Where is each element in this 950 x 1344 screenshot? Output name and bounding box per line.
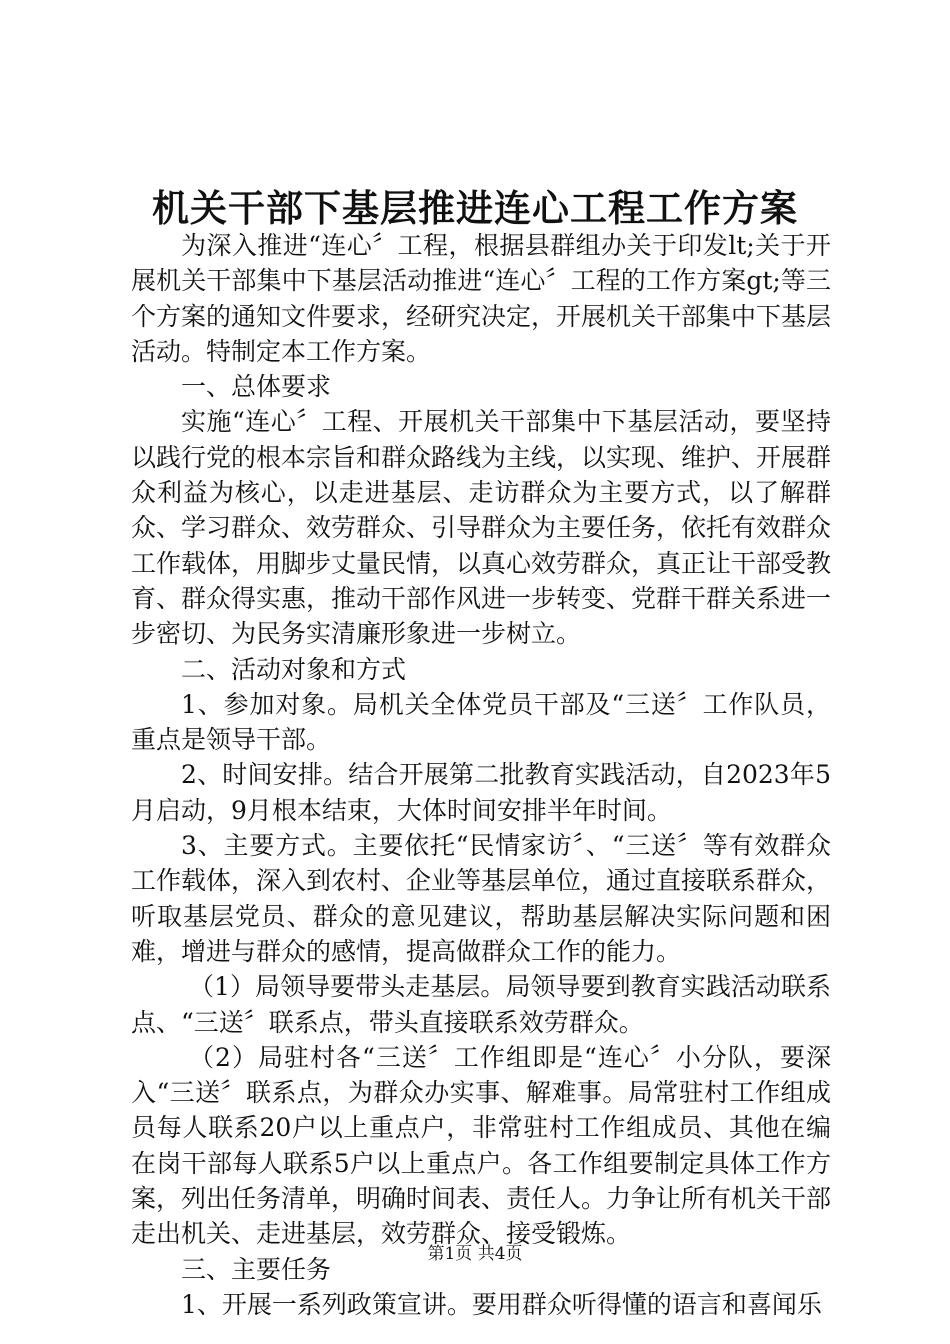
document-body bbox=[131, 228, 831, 1322]
section-heading-main-tasks: 三、主要任务 bbox=[181, 1254, 332, 1284]
paragraph-schedule: 2、时间安排。结合开展第二批教育实践活动，自2023年5月启动，9月根本结束，大体时间安排半年时间。 bbox=[131, 760, 831, 825]
paragraph-methods: 3、主要方式。主要依托“民情家访〞、“三送〞等有效群众工作载体，深入到农村、企业等基层单位，通过直接联系群众，听取基层党员、群众的意见建议，帮助基层解决实际问题和困难，增进与群众的感情，提高做群众工作的能力。 bbox=[131, 831, 832, 966]
section-heading-general-requirements: 一、总体要求 bbox=[181, 372, 332, 402]
paragraph-leaders: （1）局领导要带头走基层。局领导要到教育实践活动联系点、“三送〞联系点，带头直接联系效劳群众。 bbox=[131, 972, 831, 1037]
paragraph-policy-promotion: 1、开展一系列政策宣讲。要用群众听得懂的语言和喜闻乐 bbox=[181, 1289, 822, 1319]
paragraph-general-requirements: 实施“连心〞工程、开展机关干部集中下基层活动，要坚持以践行党的根本宗旨和群众路线为主线，以实现、维护、开展群众利益为核心，以走进基层、走访群众为主要方式，以了解群众、学习群众、效劳群众、引导群众为主要任务，依托有效群众工作载体，用脚步丈量民情，以真心效劳群众，真正让干部受教育、群众得实惠，推动干部作风进一步转变、党群干群关系进一步密切、为民务实清廉形象进一步树立。 bbox=[131, 407, 832, 649]
paragraph-participants: 1、参加对象。局机关全体党员干部及“三送〞工作队员，重点是领导干部。 bbox=[131, 689, 831, 755]
document-title: 机关干部下基层推进连心工程工作方案 bbox=[152, 186, 798, 230]
paragraph-work-groups: （2）局驻村各“三送〞工作组即是“连心〞小分队，要深入“三送〞联系点，为群众办实事、解难事。局常驻村工作组成员每人联系20户以上重点户，非常驻村工作组成员、其他在编在岗干部每人联系5户以上重点户。各工作组要制定具体工作方案，列出任务清单，明确时间表、责任人。力争让所有机关干部走出机关、走进基层，效劳群众、接受锻炼。 bbox=[131, 1042, 832, 1249]
page-number-footer: 第1页 共4页 bbox=[427, 1244, 523, 1264]
paragraph-intro: 为深入推进“连心〞工程，根据县群组办关于印发lt;关于开展机关干部集中下基层活动推进“连心〞工程的工作方案gt;等三个方案的通知文件要求，经研究决定，开展机关干部集中下基层活动。特制定本工作方案。 bbox=[131, 231, 832, 366]
section-heading-targets-and-methods: 二、活动对象和方式 bbox=[181, 654, 407, 684]
